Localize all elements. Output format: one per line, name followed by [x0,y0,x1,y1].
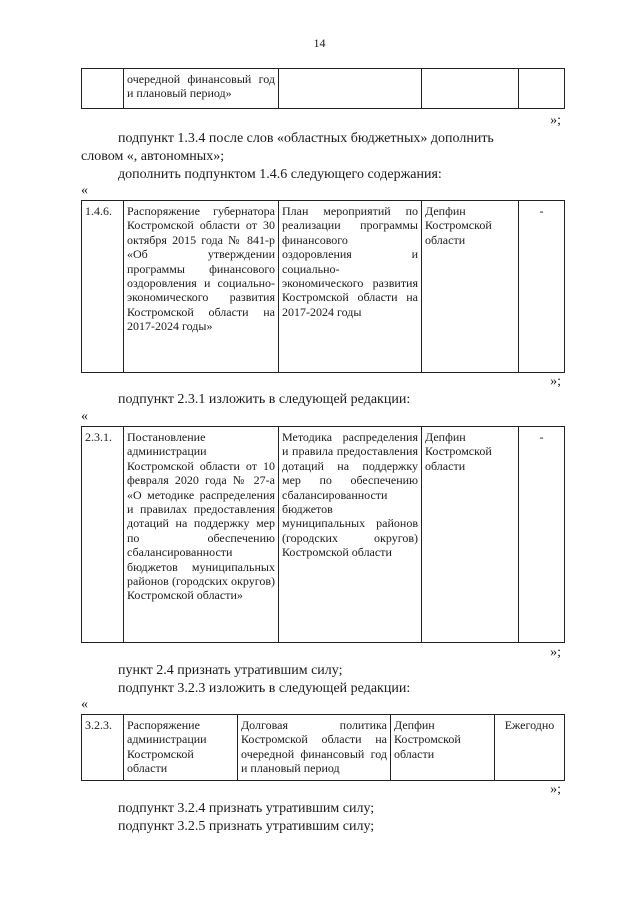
period-cell: - [519,427,565,643]
table-continuation [81,68,565,109]
row-number: 1.4.6. [82,201,124,373]
opening-quote: « [81,183,88,198]
responsible-cell: Депфин Костромской области [422,201,519,373]
row-number: 2.3.1. [82,427,124,643]
paragraph: словом «, автономных»; [81,149,225,164]
opening-quote: « [81,697,88,712]
table-row [82,427,565,643]
table-2-3-1 [81,426,565,643]
paragraph: подпункт 3.2.3 изложить в следующей редакции: [118,681,411,696]
table-cell [82,69,124,109]
closing-quote: »; [550,645,561,660]
paragraph: подпункт 1.3.4 после слов «областных бюджетных» дополнить [118,131,494,146]
table-cell [422,69,519,109]
closing-quote: »; [550,374,561,389]
table-cell: очередной финансовый год и плановый период» [124,69,279,109]
responsible-cell: Депфин Костромской области [422,427,519,643]
period-cell: Ежегодно [495,715,565,781]
document-cell: Распоряжение администрации Костромской области [124,715,238,781]
page-number: 14 [313,36,326,50]
period-cell: - [519,201,565,373]
document-cell: Постановление администрации Костромской области от 10 февраля 2020 года № 27-а «О методике распределения и правилах предоставления дотаций на поддержку мер по обеспечению сбалансированности бюджетов муниципальных районов (городских округов) Костромской области» [124,427,279,643]
document-cell: Распоряжение губернатора Костромской области от 30 октября 2015 года № 841-р «Об утверждении программы финансового оздоровления и социально-экономического развития Костромской области на 2017-2024 годы» [124,201,279,373]
closing-quote: »; [550,782,561,797]
table-row [82,715,565,781]
name-cell: План мероприятий по реализации программы финансового оздоровления и социально-экономического развития Костромской области на 2017-2024 годы [279,201,422,373]
table-3-2-3 [81,714,565,781]
paragraph: подпункт 2.3.1 изложить в следующей редакции: [118,392,411,407]
table-row [82,69,565,109]
paragraph: подпункт 3.2.5 признать утратившим силу; [118,819,375,834]
paragraph: пункт 2.4 признать утратившим силу; [118,663,343,678]
name-cell: Долговая политика Костромской области на очередной финансовый год и плановый период [238,715,391,781]
opening-quote: « [81,409,88,424]
responsible-cell: Депфин Костромской области [391,715,495,781]
row-number: 3.2.3. [82,715,124,781]
table-1-4-6 [81,200,565,373]
paragraph: подпункт 3.2.4 признать утратившим силу; [118,801,375,816]
name-cell: Методика распределения и правила предоставления дотаций на поддержку мер по обеспечению сбалансированности бюджетов муниципальных районов (городских округов) Костромской области [279,427,422,643]
table-cell [279,69,422,109]
closing-quote: »; [550,113,561,128]
table-cell [519,69,565,109]
paragraph: дополнить подпунктом 1.4.6 следующего содержания: [118,167,442,182]
table-row [82,201,565,373]
